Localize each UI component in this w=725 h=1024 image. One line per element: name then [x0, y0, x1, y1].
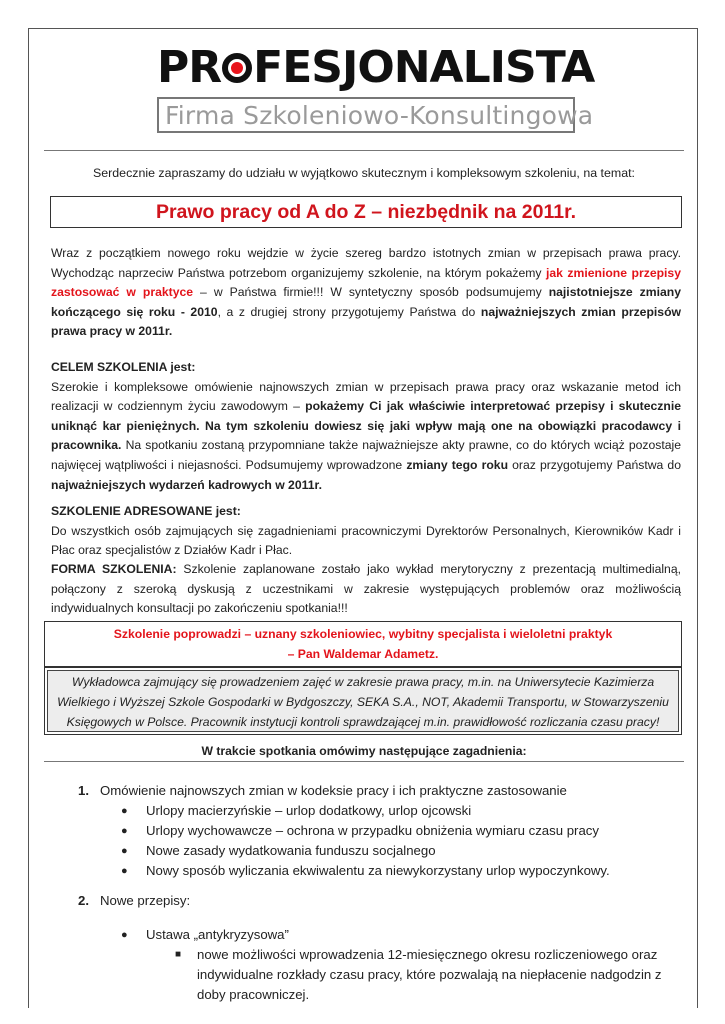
logo-title-right: FESJONALISTA [253, 42, 595, 93]
divider-topics [44, 761, 684, 762]
goal-bold-3: najważniejszych wydarzeń kadrowych w 2011r. [51, 477, 322, 492]
subitem-line-2: indywidualne rozkłady czasu pracy, które pozwalają na niepłacenie nadgodzin z [197, 967, 662, 982]
form-text: Szkolenie zaplanowane zostało jako wykład merytoryczny z prezentacją multimedialną, połączony z szeroką dyskusją z uczestnikami w zakresie występujących problemów oraz możliwością indywidualnych konsultacji po zakończeniu spotkania!!! [51, 562, 681, 616]
list-item-text: Urlopy macierzyńskie – urlop dodatkowy, urlop ojcowski [146, 803, 472, 818]
title-box [50, 196, 682, 228]
topic-1-title: Omówienie najnowszych zmian w kodeksie pracy i ich praktyczne zastosowanie [100, 783, 567, 798]
paragraph-introduction [51, 244, 681, 342]
lecturer-bio-line-1: Wykładowca zajmujący się prowadzeniem zajęć w zakresie prawa pracy, m.in. na Uniwersytecie Kazimierza [71, 675, 655, 689]
topic-2-subitem-1-cont [197, 965, 662, 985]
bullet-icon: ● [121, 825, 128, 837]
list-item-text: Nowe zasady wydatkowania funduszu socjalnego [146, 843, 436, 858]
goal-bold-2: zmiany tego roku [406, 457, 509, 472]
bullet-icon: ● [121, 845, 128, 857]
trainer-box [44, 621, 682, 667]
topic-1-number: 1. [78, 783, 89, 798]
p1-text-2: – w Państwa firmie!!! W syntetyczny sposób podsumujemy [193, 285, 549, 300]
form-heading: FORMA SZKOLENIA: [51, 562, 177, 576]
trainer-line-2: – Pan Waldemar Adametz. [287, 646, 439, 661]
topic-2-number: 2. [78, 893, 89, 908]
logo-title-left: PR [157, 42, 222, 93]
logo-title [157, 41, 595, 95]
trainer-line-1: Szkolenie poprowadzi – uznany szkoleniowiec, wybitny specjalista i wieloletni praktyk [113, 627, 613, 641]
list-item-text: Nowy sposób wyliczania ekwiwalentu za niewykorzystany urlop wypoczynkowy. [146, 863, 610, 878]
company-logo [157, 41, 595, 137]
training-title: Prawo pracy od A do Z – niezbędnik na 2011r. [155, 201, 577, 223]
goal-text-3: oraz przygotujemy Państwa do [508, 457, 681, 472]
subitem-line-1: nowe możliwości wprowadzenia 12-miesięcznego okresu rozliczeniowego oraz [197, 947, 658, 962]
audience-heading: SZKOLENIE ADRESOWANE jest: [51, 504, 241, 518]
subitem-line-3: doby pracowniczej. [197, 987, 310, 1002]
paragraph-audience [51, 502, 681, 561]
lecturer-bio [47, 670, 679, 732]
topics-heading: W trakcie spotkania omówimy następujące zagadnienia: [201, 744, 527, 758]
goal-text-1: Szerokie i kompleksowe omówienie najnowszych zmian w przepisach prawa pracy oraz wskazanie metod ich realizacji w codziennym życiu zawodowym – [51, 379, 681, 414]
topic-2-subitem-1-end [197, 985, 309, 1005]
document-page [28, 28, 698, 1008]
goal-text-2: Na spotkaniu zostaną przypomniane także najważniejsze akty prawne, co do których wciąż pozostaje najwięcej wątpliwości i niejasności. Podsumujemy wprowadzone [51, 438, 681, 472]
bullet-icon: ● [121, 929, 128, 941]
logo-subtitle: Firma Szkoleniowo-Konsultingowa [165, 101, 594, 130]
logo-subtitle-box [157, 97, 594, 133]
paragraph-form [51, 560, 681, 619]
audience-text: Do wszystkich osób zajmujących się zagadnieniami pracowniczymi Dyrektorów Personalnych, Kierowników Kadr i Płac oraz specjalistów z Działów Kadr i Płac. [51, 523, 681, 558]
p1-bold-1: najistotniejsze zmiany kończącego się roku - 2010 [51, 285, 682, 319]
square-bullet-icon: ■ [175, 949, 182, 960]
lecturer-bio-line-3: Księgowych w Polsce. Pracownik instytucji kontroli sprawdzającej m.in. prawidłowość rozliczania czasu pracy! [66, 715, 660, 729]
p1-bold-2: najważniejszych zmian przepisów prawa pracy w 2011r. [51, 304, 681, 339]
paragraph-goal [51, 358, 681, 495]
lecturer-bio-line-2: Wielkiego i Wyższej Szkole Gospodarki w Bydgoszczy, SEKA S.A., NOT, Akademii Transportu, w Stowarzyszeniu [57, 695, 669, 709]
bullet-icon: ● [121, 865, 128, 877]
p1-text-1: Wraz z początkiem nowego roku wejdzie w życie szereg bardzo istotnych zmian w przepisach prawa pracy. Wychodząc naprzeciw Państwa potrzebom organizujemy szkolenie, na którym pokażemy [51, 246, 681, 280]
divider-top [44, 150, 684, 151]
logo-ring-icon [222, 53, 252, 83]
list-item-text: Urlopy wychowawcze – ochrona w przypadku obniżenia wymiaru czasu pracy [146, 823, 599, 838]
goal-bold-1: pokażemy Ci jak właściwie interpretować przepisy i skutecznie uniknąć kar pieniężnych. Na tym szkoleniu dowiesz się jaki wpływ mają one na obowiązki pracodawcy i pracownika. [51, 399, 681, 453]
logo-red-dot-icon [231, 62, 243, 74]
topic-2-title: Nowe przepisy: [100, 893, 191, 908]
p1-highlight: jak zmienione przepisy zastosować w praktyce [51, 265, 681, 300]
lecturer-bio-box [44, 667, 682, 735]
bullet-icon: ● [121, 805, 128, 817]
p1-text-3: , a z drugiej strony przygotujemy Państwa do [217, 304, 481, 319]
list-item-text: Ustawa „antykryzysowa” [146, 927, 289, 942]
goal-heading: CELEM SZKOLENIA jest: [51, 360, 196, 374]
intro-line: Serdecznie zapraszamy do udziału w wyjątkowo skutecznym i kompleksowym szkoleniu, na temat: [93, 166, 635, 180]
